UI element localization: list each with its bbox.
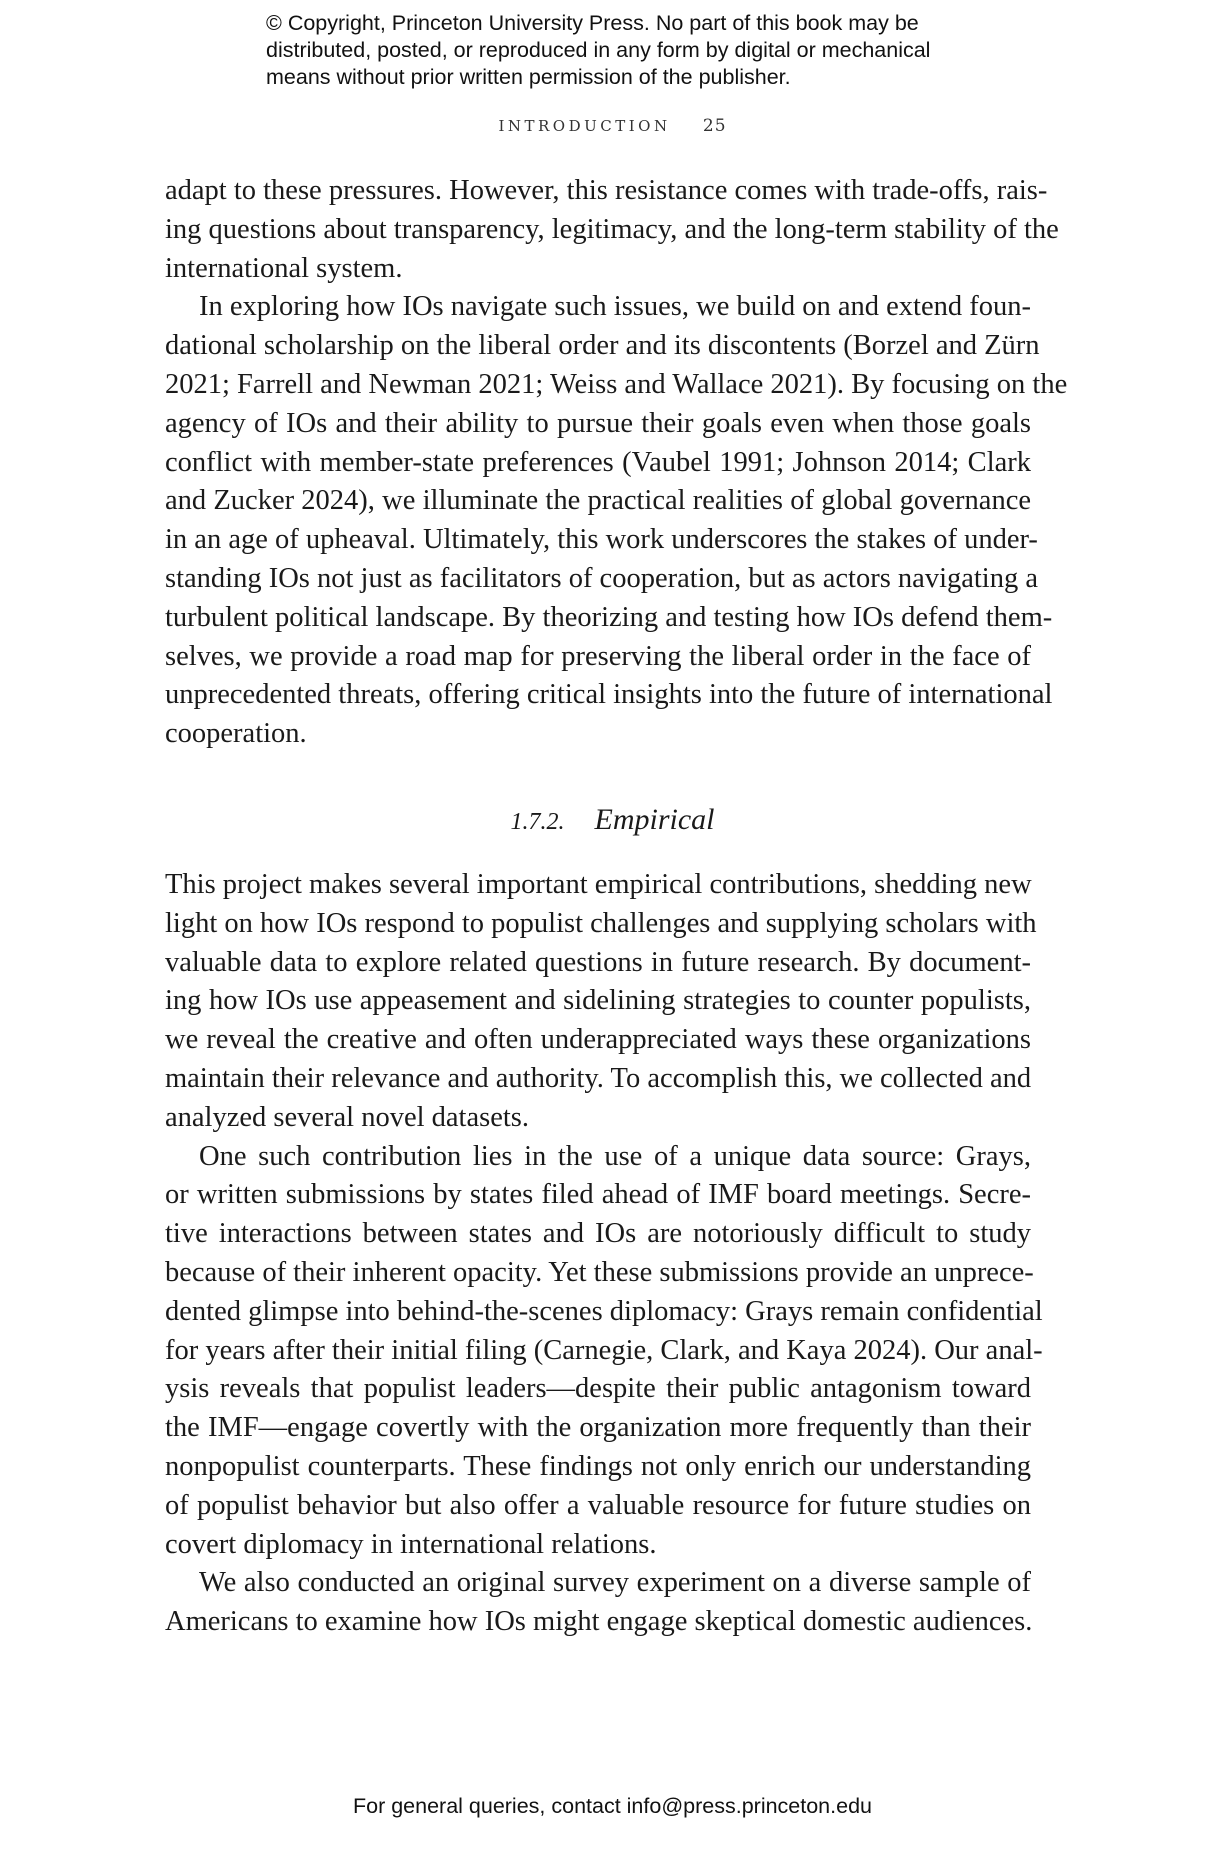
text-line: analyzed several novel datasets. <box>165 1101 530 1133</box>
text-line: This project makes several important empirical contributions, shedding new <box>165 869 1032 900</box>
text-line: of populist behavior but also offer a valuable resource for future studies on <box>165 1489 1031 1521</box>
text-line: valuable data to explore related questions in future research. By document- <box>165 946 1031 978</box>
copyright-line: distributed, posted, or reproduced in any form by digital or mechanical <box>266 38 931 62</box>
text-line: tive interactions between states and IOs are notoriously difficult to study <box>165 1218 1031 1250</box>
page-number: 25 <box>702 116 727 136</box>
text-line: dented glimpse into behind-the-scenes diplomacy: Grays remain confidential <box>165 1295 1043 1327</box>
text-line: in an age of upheaval. Ultimately, this work underscores the stakes of under- <box>165 524 1038 556</box>
text-line: conflict with member-state preferences (Vaubel 1991; Johnson 2014; Clark <box>165 446 1031 478</box>
text-line: ing how IOs use appeasement and sidelining strategies to counter populists, <box>165 985 1031 1017</box>
copyright-notice <box>266 10 986 91</box>
copyright-line: means without prior written permission of the publisher. <box>266 65 791 89</box>
text-line: agency of IOs and their ability to pursue their goals even when those goals <box>165 407 1031 439</box>
text-line: international system. <box>165 252 403 284</box>
text-line: cooperation. <box>165 718 307 750</box>
section-title: Empirical <box>594 803 715 836</box>
text-line: In exploring how IOs navigate such issues, we build on and extend foun- <box>199 291 1031 323</box>
text-line: because of their inherent opacity. Yet these submissions provide an unprece- <box>165 1256 1034 1288</box>
text-line: light on how IOs respond to populist challenges and supplying scholars with <box>165 907 1037 939</box>
section-heading <box>0 803 1225 837</box>
footer-contact: For general queries, contact info@press.princeton.edu <box>352 1794 872 1818</box>
text-line: adapt to these pressures. However, this resistance comes with trade-offs, rais- <box>165 175 1048 206</box>
text-line: the IMF—engage covertly with the organization more frequently than their <box>165 1412 1031 1444</box>
section-number: 1.7.2. <box>510 809 565 835</box>
text-line: ing questions about transparency, legitimacy, and the long-term stability of the <box>165 213 1059 245</box>
text-line: covert diplomacy in international relations. <box>165 1528 657 1560</box>
running-head <box>0 116 1225 136</box>
text-line: we reveal the creative and often underappreciated ways these organizations <box>165 1024 1031 1056</box>
text-line: dational scholarship on the liberal order and its discontents (Borzel and Zürn <box>165 330 1040 362</box>
text-block-before-heading <box>165 172 1068 754</box>
text-line: 2021; Farrell and Newman 2021; Weiss and Wallace 2021). By focusing on the <box>165 368 1068 400</box>
text-line: unprecedented threats, offering critical insights into the future of international <box>165 679 1053 711</box>
text-line: One such contribution lies in the use of a unique data source: Grays, <box>199 1140 1031 1172</box>
text-line: selves, we provide a road map for preserving the liberal order in the face of <box>165 640 1031 672</box>
text-line: for years after their initial filing (Carnegie, Clark, and Kaya 2024). Our anal- <box>165 1334 1043 1366</box>
text-line: Americans to examine how IOs might engage skeptical domestic audiences. <box>165 1606 1033 1638</box>
text-line: standing IOs not just as facilitators of cooperation, but as actors navigating a <box>165 562 1038 594</box>
text-line: and Zucker 2024), we illuminate the practical realities of global governance <box>165 485 1031 517</box>
text-block-after-heading <box>165 866 1043 1642</box>
running-head-title: INTRODUCTION <box>498 117 671 135</box>
text-line: ysis reveals that populist leaders—despite their public antagonism toward <box>165 1373 1031 1405</box>
text-line: turbulent political landscape. By theorizing and testing how IOs defend them- <box>165 601 1053 633</box>
text-line: or written submissions by states filed ahead of IMF board meetings. Secre- <box>165 1179 1031 1211</box>
text-line: nonpopulist counterparts. These findings not only enrich our understanding <box>165 1450 1031 1482</box>
copyright-line: © Copyright, Princeton University Press. No part of this book may be <box>266 11 919 35</box>
text-line: We also conducted an original survey experiment on a diverse sample of <box>199 1567 1031 1599</box>
text-line: maintain their relevance and authority. To accomplish this, we collected and <box>165 1062 1032 1094</box>
